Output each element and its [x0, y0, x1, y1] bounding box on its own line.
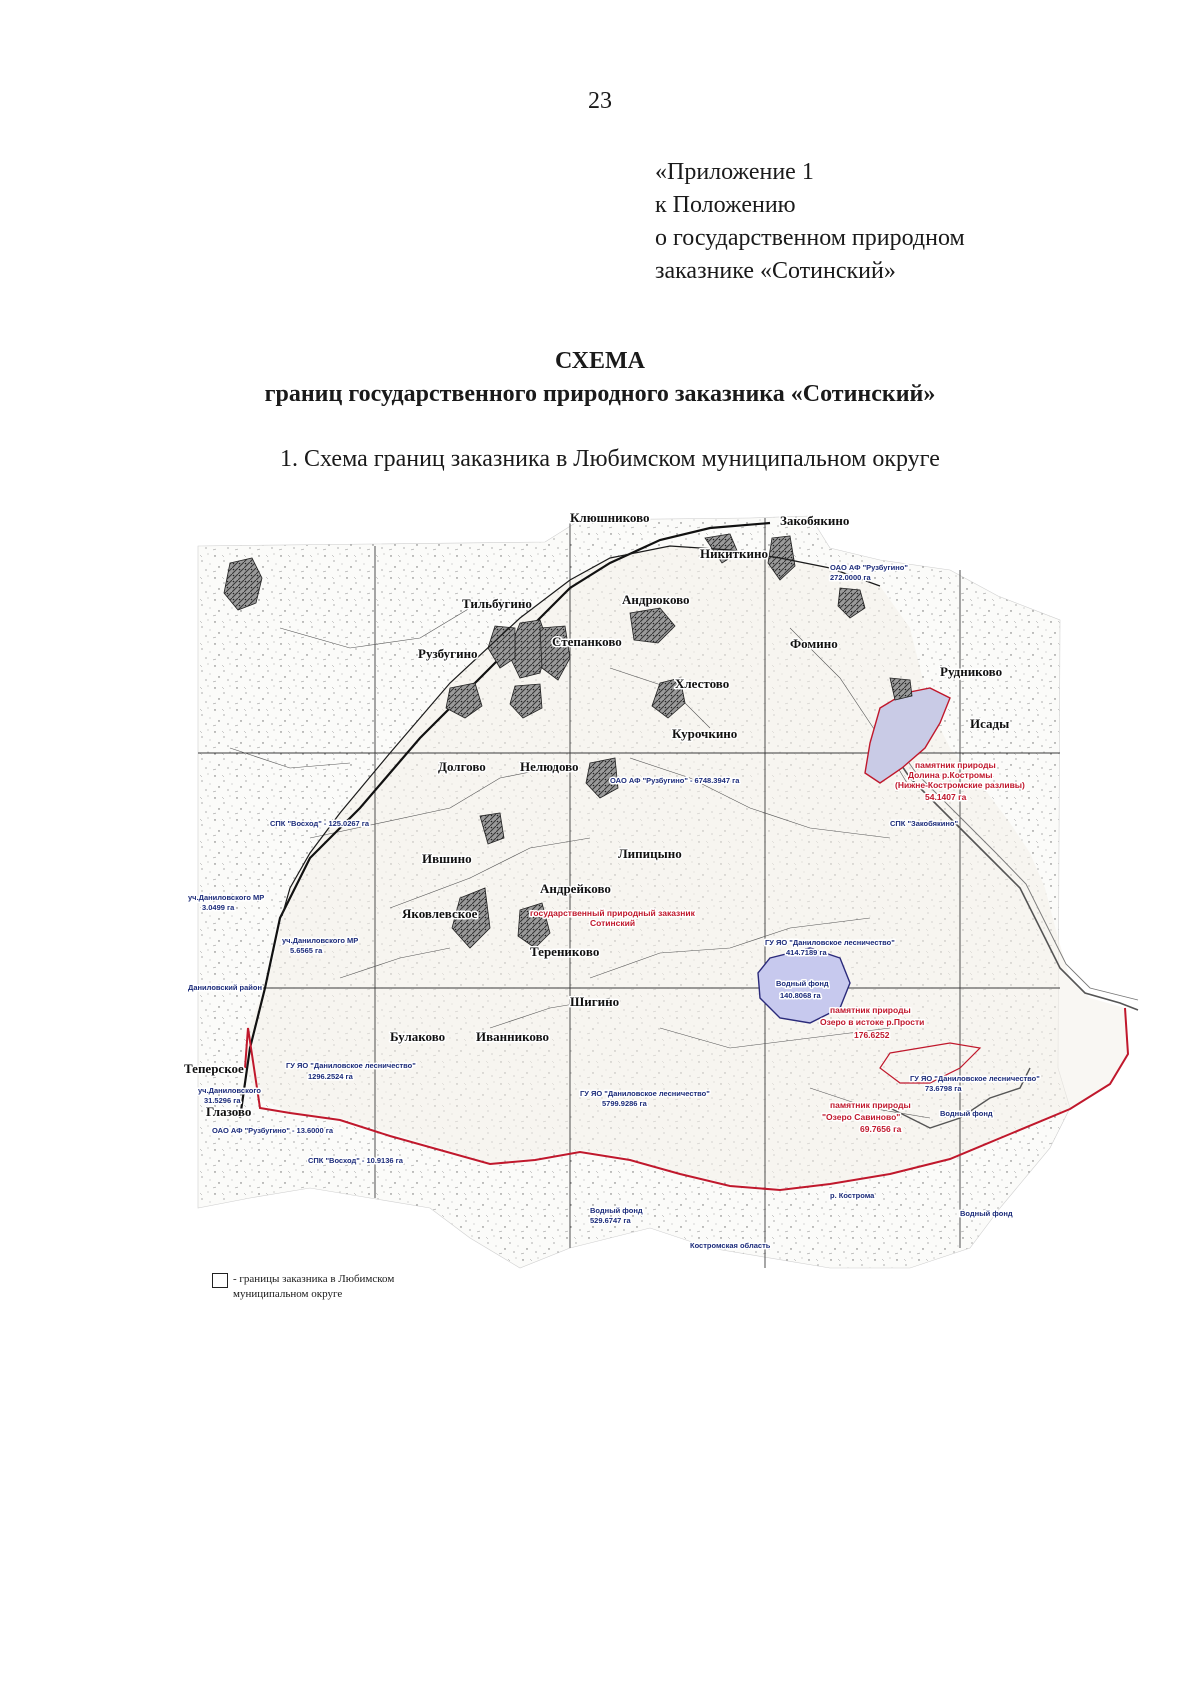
village-kurochkino: Курочкино [672, 726, 738, 741]
gu-yaro-right: ГУ ЯО "Даниловское лесничество" [765, 938, 895, 947]
appendix-line-3: о государственном природном [655, 225, 965, 251]
danilov-district: Даниловский район [188, 983, 263, 992]
spk-zakobyakino: СПК "Закобякино" [890, 819, 959, 828]
water-fund-south: Водный фонд [590, 1206, 643, 1215]
gu-yaro-east-area: 73.6798 га [925, 1084, 962, 1093]
village-yakovlevskoe: Яковлевское [402, 906, 478, 921]
appendix-line-4: заказнике «Сотинский» [655, 258, 896, 284]
section-subtitle: 1. Схема границ заказника в Любимском муниципальном округе [280, 446, 940, 472]
spk-bottom: СПК "Восход" - 10.9136 га [308, 1156, 403, 1165]
village-lipitsyno: Липицыно [618, 846, 682, 861]
oao-ruzbugino-top-area: 272.0000 га [830, 573, 871, 582]
gu-yaro-left-area: 1296.2524 га [308, 1072, 353, 1081]
danilov-bottom: уч.Даниловского [198, 1086, 261, 1095]
kostroma-monument-note: (Нижне-Костромские разливы) [895, 780, 1025, 790]
appendix-header [655, 156, 965, 288]
village-dolgovo: Долгово [438, 759, 486, 774]
oao-center: ОАО АФ "Рузбугино" - 6748.3947 га [610, 776, 740, 785]
reserve-label-2: Сотинский [590, 918, 636, 928]
village-zakobyakino: Закобякино [780, 513, 850, 528]
kostroma-monument-name: Долина р.Костромы [908, 770, 993, 780]
map-legend [212, 1272, 463, 1302]
kostroma-monument-area: 54.1407 га [925, 792, 967, 802]
village-fomino: Фомино [790, 636, 838, 651]
document-title [0, 345, 1200, 411]
legend-text: - границы заказника в Любимском муниципальном округе [233, 1273, 395, 1300]
water-fund-south-area: 529.6747 га [590, 1216, 631, 1225]
water-fund-lake: Водный фонд [776, 979, 829, 988]
danilov-mr-2-area: 5.6565 га [290, 946, 323, 955]
title-line-1: СХЕМА [554, 348, 646, 374]
village-shigino: Шигино [570, 994, 620, 1009]
danilov-mr-1: уч.Даниловского МР [188, 893, 265, 902]
water-fund-east: Водный фонд [960, 1209, 1013, 1218]
village-teperskoe: Теперское [184, 1061, 244, 1076]
village-isady: Исады [970, 716, 1010, 731]
page-number: 23 [588, 88, 612, 114]
kostroma-oblast: Костромская область [690, 1241, 771, 1250]
village-nelyudovo: Нелюдово [520, 759, 579, 774]
village-bulakovo: Булаково [390, 1029, 446, 1044]
village-andryukovo: Андрюково [622, 592, 690, 607]
danilov-bottom-area: 31.5296 га [204, 1096, 241, 1105]
reserve-boundary-map [184, 508, 1140, 1328]
savinovo-monument-name: "Озеро Савиново" [822, 1112, 901, 1122]
appendix-line-2: к Положению [655, 192, 796, 218]
village-ruzbugino: Рузбугино [418, 646, 478, 661]
village-khlestovo: Хлестово [675, 676, 730, 691]
village-klyushnikovo: Клюшниково [570, 510, 650, 525]
village-ivannikovo: Иванниково [476, 1029, 550, 1044]
water-fund-se: Водный фонд [940, 1109, 993, 1118]
lake-monument-label: памятник природы [830, 1005, 911, 1015]
oao-bottom: ОАО АФ "Рузбугино" - 13.6000 га [212, 1126, 334, 1135]
gu-yaro-east: ГУ ЯО "Даниловское лесничество" [910, 1074, 1040, 1083]
lake-monument-area: 176.6252 [854, 1030, 890, 1040]
water-fund-lake-area: 140.8068 га [780, 991, 821, 1000]
gu-yaro-center-area: 5799.9286 га [602, 1099, 647, 1108]
gu-yaro-right-area: 414.7189 га [786, 948, 827, 957]
oao-ruzbugino-top: ОАО АФ "Рузбугино" [830, 563, 908, 572]
spk-voskhod-left: СПК "Восход" - 125.0267 га [270, 819, 370, 828]
appendix-line-1: «Приложение 1 [655, 159, 814, 185]
river-kostroma-label: р. Кострома [830, 1191, 875, 1200]
reserve-label: государственный природный заказник [530, 908, 695, 918]
danilov-mr-1-area: 3.0499 га [202, 903, 235, 912]
village-rudnikovo: Рудниково [940, 664, 1003, 679]
village-andreykovo: Андрейково [540, 881, 611, 896]
village-ivishino: Ившино [422, 851, 472, 866]
danilov-mr-2: уч.Даниловского МР [282, 936, 359, 945]
savinovo-monument-label: памятник природы [830, 1100, 911, 1110]
village-glazovo: Глазово [206, 1104, 252, 1119]
legend-boundary-swatch [212, 1273, 228, 1288]
lake-monument-name: Озеро в истоке р.Прости [820, 1017, 925, 1027]
savinovo-monument-area: 69.7656 га [860, 1124, 902, 1134]
village-stepankovo: Степанково [552, 634, 622, 649]
gu-yaro-left: ГУ ЯО "Даниловское лесничество" [286, 1061, 416, 1070]
gu-yaro-center: ГУ ЯО "Даниловское лесничество" [580, 1089, 710, 1098]
village-nikitkino: Никиткино [700, 546, 768, 561]
title-line-2: границ государственного природного заказника «Сотинский» [264, 381, 936, 407]
village-terenikovo: Тереникoво [530, 944, 600, 959]
village-tilbugino: Тильбугино [462, 596, 532, 611]
kostroma-monument-label: памятник природы [915, 760, 996, 770]
